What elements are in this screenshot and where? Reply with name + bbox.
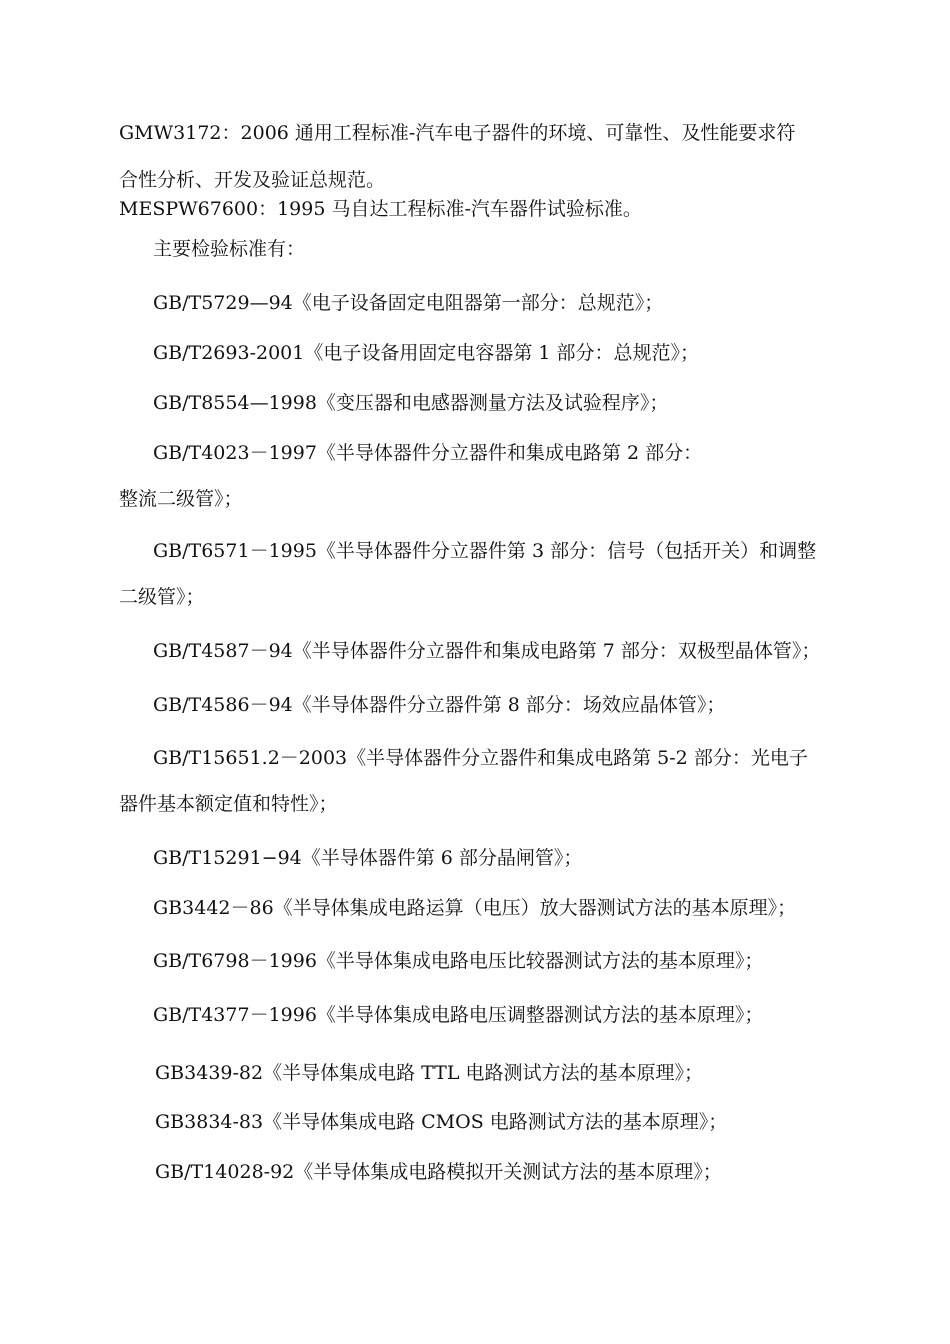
standard-item-continuation: 二级管》； — [119, 586, 205, 608]
mespw-standard-line: MESPW67600：1995 马自达工程标准-汽车器件试验标准。 — [119, 198, 642, 220]
standard-item: GB/T8554—1998《变压器和电感器测量方法及试验程序》； — [153, 392, 669, 414]
standard-item: GB/T15651.2－2003《半导体器件分立器件和集成电路第 5-2 部分：光电子 — [153, 747, 808, 769]
standard-item: GB/T2693-2001《电子设备用固定电容器第 1 部分：总规范》； — [153, 342, 700, 364]
gmw-standard-line-2: 合性分析、开发及验证总规范。 — [119, 169, 386, 191]
standard-item-continuation: 整流二级管》； — [119, 488, 243, 510]
standard-item: GB/T4586－94《半导体器件分立器件第 8 部分：场效应晶体管》； — [153, 694, 726, 716]
standard-item: GB3834-83《半导体集成电路 CMOS 电路测试方法的基本原理》； — [155, 1111, 728, 1133]
standard-item: GB/T14028-92《半导体集成电路模拟开关测试方法的基本原理》； — [155, 1161, 722, 1183]
standard-item: GB/T6571－1995《半导体器件分立器件第 3 部分：信号（包括开关）和调整 — [153, 540, 817, 562]
standard-item: GB/T4587－94《半导体器件分立器件和集成电路第 7 部分：双极型晶体管》； — [153, 640, 821, 662]
standard-item-continuation: 器件基本额定值和特性》； — [119, 793, 338, 815]
standard-item: GB/T15291−94《半导体器件第 6 部分晶闸管》； — [153, 847, 583, 869]
section-heading: 主要检验标准有： — [153, 238, 306, 260]
standard-item: GB3439-82《半导体集成电路 TTL 电路测试方法的基本原理》； — [155, 1062, 703, 1084]
standard-item: GB/T6798－1996《半导体集成电路电压比较器测试方法的基本原理》； — [153, 950, 764, 972]
standard-item: GB3442－86《半导体集成电路运算（电压）放大器测试方法的基本原理》； — [153, 897, 797, 919]
standard-item: GB/T4377－1996《半导体集成电路电压调整器测试方法的基本原理》； — [153, 1004, 764, 1026]
gmw-standard-line-1: GMW3172：2006 通用工程标准-汽车电子器件的环境、可靠性、及性能要求符 — [119, 122, 796, 144]
standard-item: GB/T4023－1997《半导体器件分立器件和集成电路第 2 部分： — [153, 442, 703, 464]
standard-item: GB/T5729—94《电子设备固定电阻器第一部分：总规范》； — [153, 292, 664, 314]
